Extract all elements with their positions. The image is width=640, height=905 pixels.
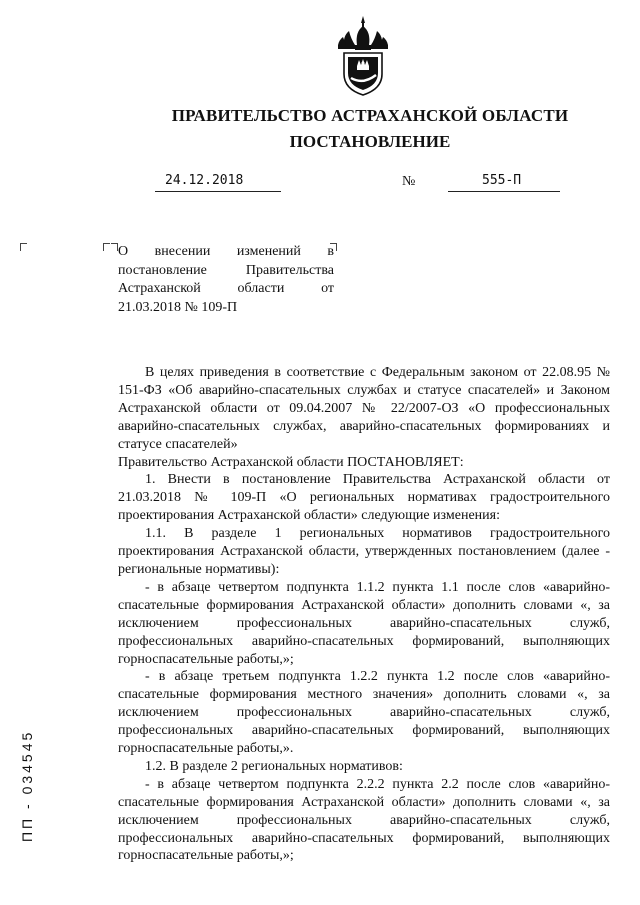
number-field xyxy=(448,174,560,192)
body-paragraph: - в абзаце четвертом подпункта 1.1.2 пункта 1.1 после слов «аварийно-спасательные формирования Астраханской области» дополнить словами «, за исключением профессиональных аварийно-спасательных служб, профессиональных аварийно-спасательных формирований, выполняющих горноспасательные работы,»; xyxy=(118,579,610,667)
document-date: 24.12.2018 xyxy=(165,173,244,188)
coat-of-arms-icon xyxy=(335,14,391,98)
corner-mark-icon xyxy=(111,243,118,251)
number-sign: № xyxy=(402,174,416,189)
document-number: 555-П xyxy=(482,173,522,188)
body-paragraph: 1. Внести в постановление Правительства Астраханской области от 21.03.2018 № 109-П «О региональных нормативах градостроительного проектирования Астраханской области» следующие изменения: xyxy=(118,472,610,524)
document-body xyxy=(118,364,610,865)
body-paragraph: 1.1. В разделе 1 региональных нормативов градостроительного проектирования Астраханской области, утвержденных постановлением (далее - региональные нормативы): xyxy=(118,526,610,577)
corner-mark-icon xyxy=(103,243,110,251)
organization-title: ПРАВИТЕЛЬСТВО АСТРАХАНСКОЙ ОБЛАСТИ xyxy=(171,106,569,125)
body-paragraph: В целях приведения в соответствие с Федеральным законом от 22.08.95 № 151-ФЗ «Об аварийно-спасательных службах и статусе спасателей» и Законом Астраханской области от 09.04.2007 № 22/2007-ОЗ «О профессиональных аварийно-спасательных службах, аварийно-спасательных формированиях и статусе спасателей» xyxy=(118,365,610,452)
corner-mark-icon xyxy=(20,243,27,251)
body-paragraph: Правительство Астраханской области ПОСТАНОВЛЯЕТ: xyxy=(118,454,464,470)
document-subject: О внесении изменений в постановление Правительства Астраханской области от 21.03.2018 № 109-П xyxy=(118,244,334,315)
document-type-title: ПОСТАНОВЛЕНИЕ xyxy=(289,132,451,151)
date-field xyxy=(155,174,281,192)
body-paragraph: - в абзаце четвертом подпункта 2.2.2 пункта 2.2 после слов «аварийно-спасательные формирования Астраханской области» дополнить словами «, за исключением профессиональных аварийно-спасательных служб, профессиональных аварийно-спасательных формирований, выполняющих горноспасательные работы,»; xyxy=(118,776,610,864)
body-paragraph: - в абзаце третьем подпункта 1.2.2 пункта 1.2 после слов «аварийно-спасательные формирования местного значения» дополнить словами «, за исключением профессиональных аварийно-спасательных служб, профессиональных аварийно-спасательных формирований, выполняющих горноспасательные работы,». xyxy=(118,669,610,757)
body-paragraph: 1.2. В разделе 2 региональных нормативов: xyxy=(145,758,403,774)
form-serial-number: ПП - 034545 xyxy=(19,729,35,842)
